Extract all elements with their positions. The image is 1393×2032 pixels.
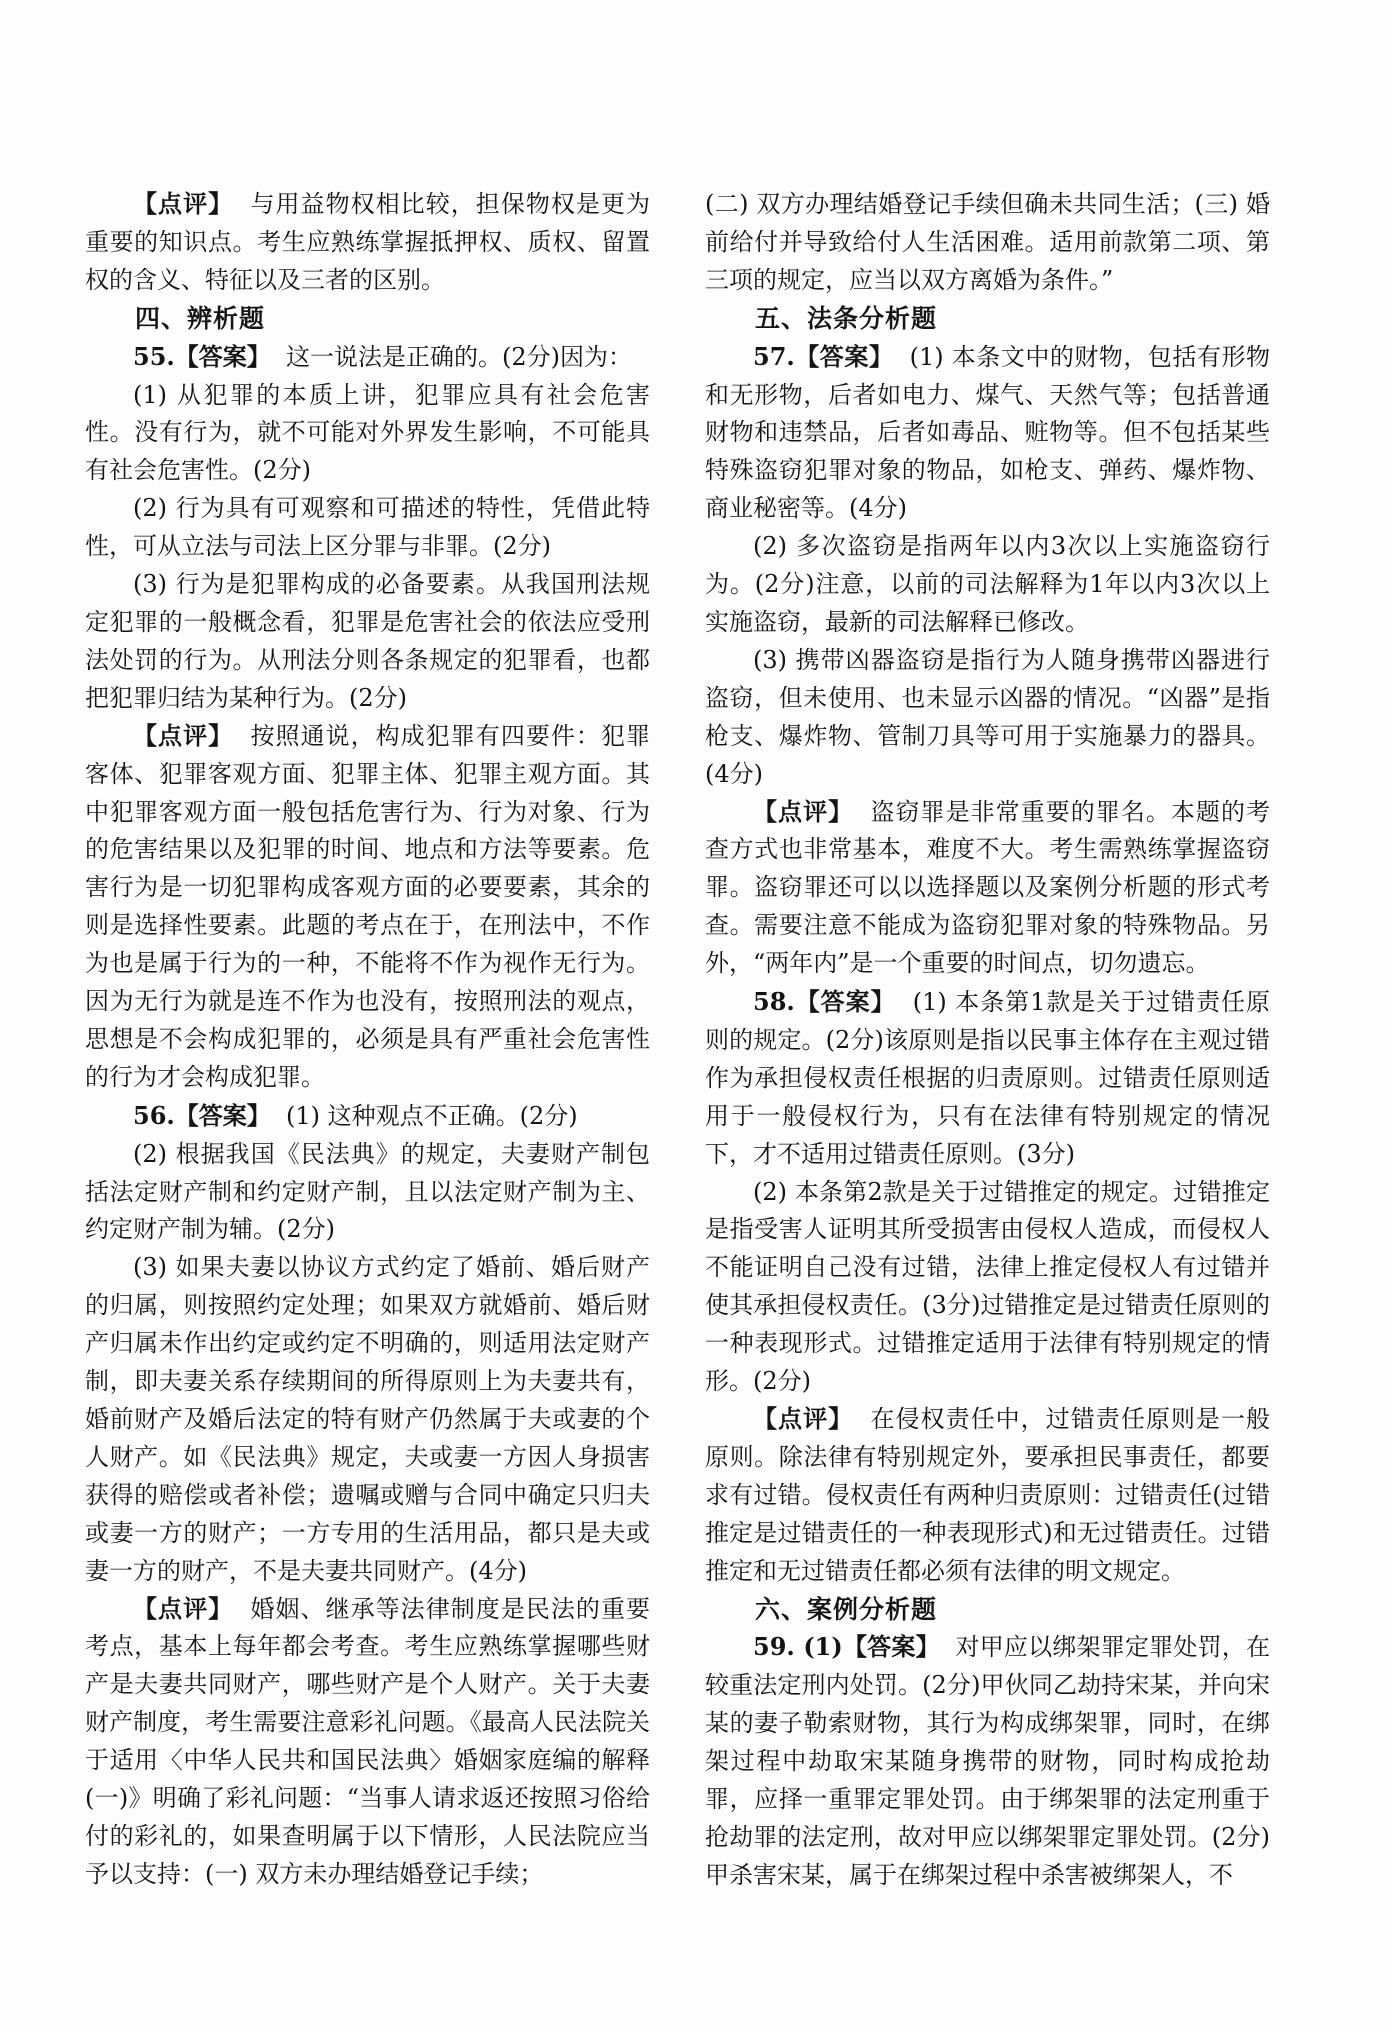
section-heading-6: 六、案例分析题 bbox=[755, 1594, 938, 1624]
answer-text: 这一说法是正确的。(2分)因为： bbox=[286, 342, 633, 371]
answer-label: 【答案】 bbox=[794, 342, 894, 371]
answer-56-point-2: (2) 根据我国《民法典》的规定，夫妻财产制包括法定财产制和约定财产制，且以法定财产制为主、约定财产制为辅。(2分) bbox=[85, 1139, 650, 1244]
answer-59 bbox=[705, 1628, 1270, 1894]
commentary-text: 在侵权责任中，过错责任原则是一般原则。除法律有特别规定外，要承担民事责任，都要求有过错。侵权责任有两种归责原则：过错责任(过错推定是过错责任的一种表现形式)和无过错责任。过错推定和无过错责任都必须有法律的明文规定。 bbox=[705, 1405, 1270, 1585]
continued-paragraph: (二) 双方办理结婚登记手续但确未共同生活；(三) 婚前给付并导致给付人生活困难。适用前款第二项、第三项的规定，应当以双方离婚为条件。” bbox=[705, 190, 1270, 294]
answer-55 bbox=[85, 338, 650, 377]
commentary-label: 【点评】 bbox=[133, 190, 234, 218]
question-number: 57. bbox=[753, 341, 795, 371]
answer-55-point-3: (3) 行为是犯罪构成的必备要素。从我国刑法规定犯罪的一般概念看，犯罪是危害社会的依法应受刑法处罚的行为。从刑法分则各条规定的犯罪看，也都把犯罪归结为某种行为。(2分) bbox=[85, 570, 650, 712]
answer-58 bbox=[705, 983, 1270, 1174]
question-number: 55. bbox=[133, 341, 175, 371]
commentary-55 bbox=[85, 718, 650, 1097]
commentary-57 bbox=[705, 794, 1270, 984]
answer-56 bbox=[85, 1097, 650, 1136]
commentary-text: 盗窃罪是非常重要的罪名。本题的考查方式也非常基本，难度不大。考生需熟练掌握盗窃罪。盗窃罪还可以以选择题以及案例分析题的形式考查。需要注意不能成为盗窃犯罪对象的特殊物品。另外，“两年内”是一个重要的时间点，切勿遗忘。 bbox=[705, 797, 1270, 978]
answer-label: 【答案】 bbox=[794, 988, 896, 1017]
section-heading-5: 五、法条分析题 bbox=[755, 303, 938, 333]
answer-58-point-2: (2) 本条第2款是关于过错推定的规定。过错推定是指受害人证明其所受损害由侵权人造成，而侵权人不能证明自己没有过错，法律上推定侵权人有过错并使其承担侵权责任。(3分)过错推定是过错责任原则的一种表现形式。过错推定适用于法律有特别规定的情形。(2分) bbox=[705, 1177, 1270, 1396]
answer-57 bbox=[705, 338, 1270, 529]
answer-57-point-2: (2) 多次盗窃是指两年以内3次以上实施盗窃行为。(2分)注意，以前的司法解释为1年以内3次以上实施盗窃，最新的司法解释已修改。 bbox=[705, 532, 1270, 636]
commentary-label: 【点评】 bbox=[133, 721, 234, 750]
answer-label: 【答案】 bbox=[174, 1101, 271, 1130]
commentary-56 bbox=[85, 1591, 650, 1894]
answer-text: (1) 本条第1款是关于过错责任原则的规定。(2分)该原则是指以民事主体存在主观过错作为承担侵权责任根据的归责原则。过错责任原则适用于一般侵权行为，只有在法律有特别规定的情况下，才不适用过错责任原则。(3分) bbox=[705, 988, 1270, 1168]
commentary-label: 【点评】 bbox=[753, 797, 854, 826]
commentary-text: 与用益物权相比较，担保物权是更为重要的知识点。考生应熟练掌握抵押权、质权、留置权的含义、特征以及三者的区别。 bbox=[85, 190, 650, 294]
commentary-58 bbox=[705, 1401, 1270, 1591]
answer-55-point-2: (2) 行为具有可观察和可描述的特性，凭借此特性，可从立法与司法上区分罪与非罪。(2分) bbox=[85, 494, 650, 561]
answer-56-point-3: (3) 如果夫妻以协议方式约定了婚前、婚后财产的归属，则按照约定处理；如果双方就婚前、婚后财产归属未作出约定或约定不明确的，则适用法定财产制，即夫妻关系存续期间的所得原则上为夫妻共有，婚前财产及婚后法定的特有财产仍然属于夫或妻的个人财产。如《民法典》规定，夫或妻一方因人身损害获得的赔偿或者补偿；遗嘱或赠与合同中确定只归夫或妻一方的财产；一方专用的生活用品，都只是夫或妻一方的财产，不是夫妻共同财产。(4分) bbox=[85, 1253, 650, 1585]
commentary-label: 【点评】 bbox=[753, 1405, 854, 1433]
answer-57-point-3: (3) 携带凶器盗窃是指行为人随身携带凶器进行盗窃，但未使用、也未显示凶器的情况。“凶器”是指枪支、爆炸物、管制刀具等可用于实施暴力的器具。(4分) bbox=[705, 645, 1270, 788]
answer-text: (1) 本条文中的财物，包括有形物和无形物，后者如电力、煤气、天然气等；包括普通财物和违禁品，后者如毒品、赃物等。但不包括某些特殊盗窃犯罪对象的物品，如枪支、弹药、爆炸物、商业秘密等。(4分) bbox=[705, 342, 1271, 523]
commentary-paragraph bbox=[85, 186, 650, 300]
question-number: 56. bbox=[133, 1100, 175, 1130]
question-number: 59. (1) bbox=[753, 1632, 843, 1662]
answer-label: 【答案】 bbox=[174, 342, 271, 371]
right-column bbox=[705, 186, 1270, 1895]
answer-text: 对甲应以绑架罪定罪处罚，在较重法定刑内处罚。(2分)甲伙同乙劫持宋某，并向宋某的妻子勒索财物，其行为构成绑架罪，同时，在绑架过程中劫取宋某随身携带的财物，同时构成抢劫罪，应择一重罪定罪处罚。由于绑架罪的法定刑重于抢劫罪的法定刑，故对甲应以绑架罪定罪处罚。(2分)甲杀害宋某，属于在绑架过程中杀害被绑架人，不 bbox=[705, 1633, 1271, 1889]
question-number: 58. bbox=[753, 987, 795, 1017]
commentary-label: 【点评】 bbox=[133, 1594, 234, 1623]
answer-text: (1) 这种观点不正确。(2分) bbox=[286, 1101, 578, 1130]
section-heading-4: 四、辨析题 bbox=[135, 303, 266, 333]
answer-55-point-1: (1) 从犯罪的本质上讲，犯罪应具有社会危害性。没有行为，就不可能对外界发生影响，不可能具有社会危害性。(2分) bbox=[85, 380, 650, 485]
commentary-text: 婚姻、继承等法律制度是民法的重要考点，基本上每年都会考查。考生应熟练掌握哪些财产是夫妻共同财产，哪些财产是个人财产。关于夫妻财产制度，考生需要注意彩礼问题。《最高人民法院关于适用〈中华人民共和国民法典〉婚姻家庭编的解释(一)》明确了彩礼问题：“当事人请求返还按照习俗给付的彩礼的，如果查明属于以下情形，人民法院应当予以支持：(一) 双方未办理结婚登记手续； bbox=[85, 1594, 650, 1888]
answer-label: 【答案】 bbox=[842, 1633, 940, 1662]
commentary-text: 按照通说，构成犯罪有四要件：犯罪客体、犯罪客观方面、犯罪主体、犯罪主观方面。其中犯罪客观方面一般包括危害行为、行为对象、行为的危害结果以及犯罪的时间、地点和方法等要素。危害行为是一切犯罪构成客观方面的必要要素，其余的则是选择性要素。此题的考点在于，在刑法中，不作为也是属于行为的一种，不能将不作为视作无行为。因为无行为就是连不作为也没有，按照刑法的观点，思想是不会构成犯罪的，必须是具有严重社会危害性的行为才会构成犯罪。 bbox=[85, 721, 650, 1091]
left-column bbox=[85, 186, 650, 1894]
